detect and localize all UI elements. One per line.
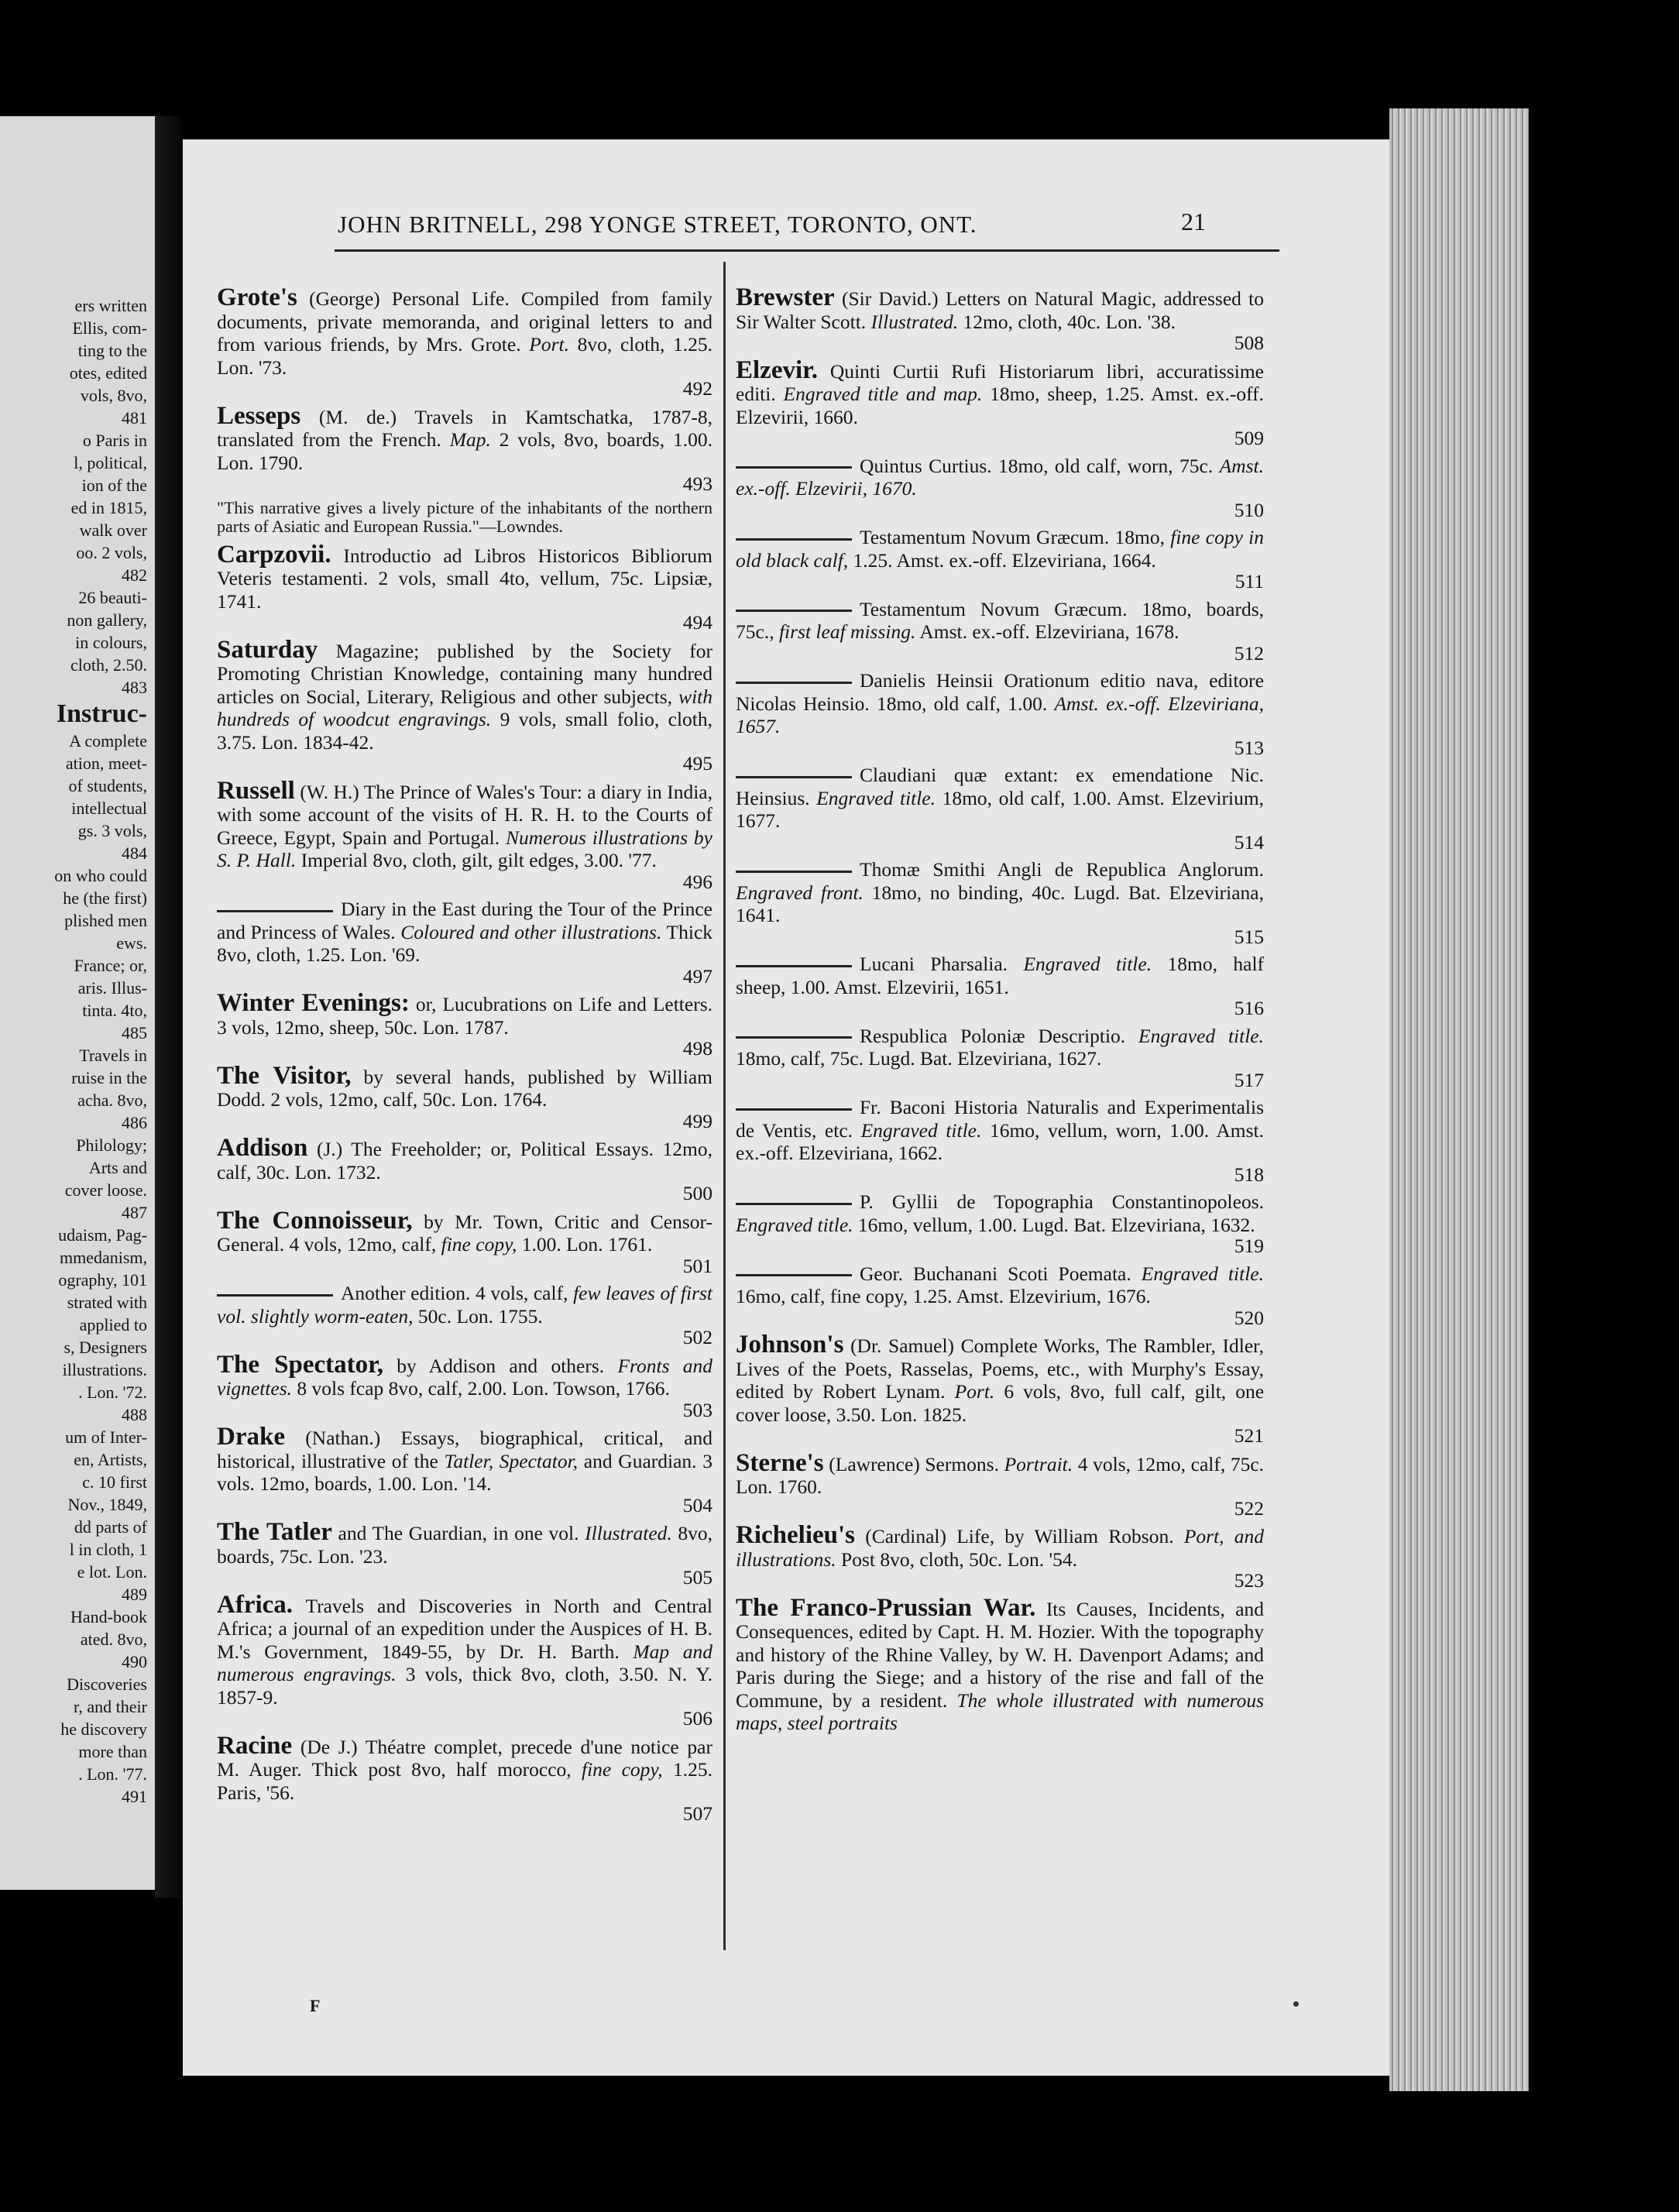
- entry-details: 16mo, vellum, worn, 1.00. Amst. ex.-off. Elzeviriana, 1662.: [736, 1118, 1264, 1164]
- entry-text: Introductio ad Libros Historicos Bibliorum Veteris testamenti. 2 vols, small 4to, vellum, 75c. Lipsiæ, 1741.: [217, 544, 712, 613]
- entry-quote: "This narrative gives a lively picture of the inhabitants of the northern parts of Asiatic and European Russia."—Lowndes.: [217, 497, 712, 536]
- ditto-dash: [736, 1036, 852, 1039]
- entry-details: 16mo, calf, fine copy, 1.25. Amst. Elzevirium, 1676.: [736, 1285, 1151, 1307]
- entry-number: 509: [1234, 427, 1264, 449]
- running-title: JOHN BRITNELL, 298 YONGE STREET, TORONTO, ONT.: [338, 211, 977, 238]
- catalogue-entry: [217, 898, 712, 988]
- entry-italic: Portrait.: [1004, 1452, 1073, 1475]
- catalogue-page: [183, 139, 1389, 2076]
- entry-text: (Lawrence) Sermons.: [829, 1452, 999, 1475]
- catalogue-entry: [217, 1061, 713, 1133]
- previous-page-line: dd parts of: [74, 1517, 147, 1537]
- previous-page-line: in colours,: [75, 633, 147, 652]
- catalogue-entry: [736, 1025, 1264, 1092]
- previous-page-line: Instruc-: [56, 699, 147, 728]
- previous-page-line: intellectual: [71, 799, 147, 818]
- entry-text: Danielis Heinsii Orationum editio nava, editore Nicolas Heinsio. 18mo, old calf, 1.00.: [736, 669, 1264, 715]
- ditto-dash: [217, 1294, 333, 1297]
- entry-italic: fine copy,: [441, 1233, 517, 1255]
- ditto-dash: [736, 1274, 852, 1276]
- entry-number: 516: [1234, 997, 1264, 1019]
- entry-details: 9 vols, small folio, cloth, 3.75. Lon. 1834-42.: [217, 708, 713, 754]
- entry-heading: Grote's: [217, 283, 297, 311]
- entry-text: Testamentum Novum Græcum. 18mo,: [860, 526, 1165, 548]
- column-rule: [723, 262, 726, 1950]
- ditto-dash: [736, 965, 852, 967]
- previous-page-line: cover loose.: [64, 1180, 147, 1200]
- entry-details: 8vo, boards, 75c. Lon. '23.: [217, 1522, 713, 1568]
- previous-page-line: vols, 8vo,: [80, 386, 147, 405]
- entry-text: Claudiani quæ extant: ex emendatione Nic. Heinsius.: [736, 764, 1264, 809]
- entry-text: (Nathan.) Essays, biographical, critical, and historical, illustrative of the: [217, 1427, 713, 1472]
- entry-italic: few leaves of first vol. slightly worm-eaten,: [217, 1282, 713, 1328]
- entry-text: by Mr. Town, Critic and Censor-General. 4 vols, 12mo, calf,: [217, 1210, 712, 1255]
- entry-text: (De J.) Théatre complet, precede d'une notice par M. Auger. Thick post 8vo, half morocco,: [217, 1735, 712, 1781]
- entry-details: and Guardian. 3 vols. 12mo, boards, 1.00. Lon. '14.: [217, 1449, 712, 1495]
- catalogue-entry: [736, 1448, 1265, 1520]
- entry-heading: Russell: [217, 776, 295, 805]
- catalogue-entry: [736, 1262, 1264, 1330]
- entry-italic: first leaf missing.: [778, 620, 916, 643]
- entry-italic: with hundreds of woodcut engravings.: [217, 685, 712, 730]
- catalogue-entry: [217, 776, 713, 894]
- previous-page-line: 491: [122, 1787, 147, 1806]
- entry-number: 499: [682, 1109, 712, 1132]
- entry-text: (W. H.) The Prince of Wales's Tour: a diary in India, with some account of the visits of H. R. H. to the Courts of Greece, Egypt, Spain and Portugal.: [217, 780, 713, 849]
- entry-heading: Winter Evenings:: [217, 989, 410, 1017]
- catalogue-entry: [217, 635, 713, 775]
- ditto-dash: [736, 1203, 852, 1205]
- previous-page-line: Travels in: [79, 1046, 147, 1065]
- catalogue-entry: [736, 598, 1264, 665]
- entry-heading: The Spectator,: [217, 1350, 384, 1379]
- entry-italic: fine copy in old black calf,: [736, 526, 1265, 572]
- catalogue-entry: [736, 1096, 1264, 1186]
- entry-text: by Addison and others.: [397, 1354, 605, 1377]
- entry-number: 501: [682, 1254, 712, 1277]
- entry-heading: Elzevir.: [736, 356, 819, 384]
- entry-number: 521: [1234, 1424, 1264, 1447]
- entry-number: 495: [682, 752, 712, 775]
- catalogue-entry: [217, 283, 712, 400]
- entry-text: (J.) The Freeholder; or, Political Essays. 12mo, calf, 30c. Lon. 1732.: [217, 1138, 713, 1183]
- entry-text: P. Gyllii de Topographia Constantinopoleos.: [860, 1190, 1264, 1213]
- previous-page-line: acha. 8vo,: [77, 1091, 147, 1110]
- previous-page: [0, 116, 155, 1890]
- previous-page-line: ruise in the: [71, 1068, 147, 1087]
- signature-mark: F: [310, 1996, 321, 2015]
- ditto-dash: [736, 538, 852, 541]
- entry-number: 507: [682, 1802, 712, 1825]
- previous-page-line: Arts and: [88, 1158, 147, 1177]
- entry-italic: Port.: [529, 333, 569, 356]
- catalogue-entry: [217, 1423, 713, 1516]
- entry-text: Fr. Baconi Historia Naturalis and Experimentalis de Ventis, etc.: [736, 1096, 1264, 1142]
- entry-details: 18mo, sheep, 1.25. Amst. ex.-off. Elzevirii, 1660.: [736, 383, 1264, 428]
- entry-number: 497: [682, 964, 712, 988]
- previous-page-line: 482: [122, 565, 147, 585]
- entry-number: 502: [682, 1326, 712, 1348]
- entry-details: Imperial 8vo, cloth, gilt, gilt edges, 3.00. '77.: [300, 849, 657, 871]
- catalogue-entry: [736, 526, 1264, 593]
- entry-number: 498: [682, 1037, 712, 1060]
- catalogue-entry: [736, 669, 1264, 759]
- entry-number: 510: [1234, 498, 1264, 521]
- previous-page-line: l in cloth, 1: [69, 1540, 147, 1559]
- catalogue-entry: [217, 1206, 712, 1278]
- page-number: 21: [1181, 208, 1206, 235]
- entry-text: Diary in the East during the Tour of the Prince and Princess of Wales.: [217, 898, 712, 943]
- entry-italic: Map.: [449, 428, 491, 451]
- previous-page-line: illustrations.: [62, 1360, 147, 1379]
- catalogue-entry: [736, 1521, 1265, 1592]
- previous-page-line: A complete: [69, 731, 147, 750]
- entry-number: 517: [1234, 1068, 1264, 1091]
- entry-italic: Engraved title.: [1023, 953, 1152, 975]
- entry-number: 496: [682, 870, 712, 893]
- catalogue-entry: [217, 540, 712, 634]
- entry-text: (M. de.) Travels in Kamtschatka, 1787-8, translated from the French.: [217, 405, 712, 451]
- previous-page-line: 26 beauti-: [78, 588, 147, 607]
- entry-number: 504: [682, 1493, 712, 1516]
- catalogue-entry: [736, 455, 1264, 522]
- entry-text: (George) Personal Life. Compiled from family documents, private memoranda, and original letters to and from various friends, by Mrs. Grote.: [217, 287, 712, 356]
- previous-page-line: ers written: [74, 296, 147, 315]
- ditto-dash: [736, 1108, 852, 1111]
- entry-italic: Engraved title.: [1138, 1024, 1264, 1047]
- catalogue-entry: [217, 401, 713, 496]
- previous-page-line: walk over: [79, 520, 147, 540]
- previous-page-line: s, Designers: [64, 1338, 147, 1357]
- previous-page-line: . Lon. '72.: [78, 1382, 147, 1402]
- entry-text: Travels and Discoveries in North and Central Africa; a journal of an expedition under the Auspices of H. B. M.'s Government, 1849-55, by Dr. H. Barth.: [217, 1594, 712, 1663]
- entry-heading: Addison: [217, 1134, 308, 1162]
- entry-heading: Richelieu's: [736, 1521, 855, 1549]
- entry-heading: Drake: [217, 1423, 285, 1451]
- previous-page-line: 489: [122, 1585, 147, 1604]
- ditto-dash: [736, 466, 852, 469]
- previous-page-line: on who could: [54, 866, 147, 885]
- entry-text: or, Lucubrations on Life and Letters. 3 vols, 12mo, sheep, 50c. Lon. 1787.: [217, 993, 713, 1039]
- previous-page-line: tinta. 4to,: [82, 1001, 147, 1020]
- previous-page-line: Nov., 1849,: [67, 1495, 147, 1514]
- entry-details: Amst. ex.-off. Elzeviriana, 1678.: [919, 620, 1179, 643]
- previous-page-line: applied to: [79, 1315, 147, 1334]
- entry-heading: Africa.: [217, 1590, 294, 1619]
- previous-page-line: en, Artists,: [74, 1450, 147, 1469]
- entry-italic: Port, and illustrations.: [736, 1525, 1265, 1571]
- entry-text: Geor. Buchanani Scoti Poemata.: [860, 1262, 1131, 1285]
- entry-text: Quinti Curtii Rufi Historiarum libri, accuratissime editi.: [736, 359, 1264, 405]
- entry-heading: Brewster: [736, 283, 835, 311]
- entry-italic: Engraved title.: [860, 1118, 982, 1142]
- catalogue-entry: [217, 1282, 712, 1349]
- previous-page-line: strated with: [67, 1293, 147, 1312]
- entry-italic: The whole illustrated with numerous maps, steel portraits: [736, 1688, 1265, 1734]
- entry-italic: Engraved title.: [736, 1213, 853, 1236]
- ditto-dash: [736, 610, 852, 612]
- header-rule: [335, 249, 1279, 252]
- previous-page-line: l, political,: [74, 453, 147, 472]
- previous-page-line: more than: [78, 1742, 147, 1761]
- entry-heading: Racine: [217, 1731, 293, 1760]
- entry-text: Its Causes, Incidents, and Consequences, edited by Capt. H. M. Hozier. With the topography and history of the Rhine Valley, by W. H. Davenport Adams; and Paris during the Siege; and a history of the rise and fall of the Commune, by a resident.: [736, 1597, 1265, 1712]
- entry-number: 493: [682, 472, 712, 495]
- entry-heading: The Visitor,: [217, 1061, 352, 1090]
- previous-page-line: 487: [122, 1203, 147, 1222]
- previous-page-line: ed in 1815,: [70, 498, 147, 517]
- previous-page-line: he (the first): [63, 888, 147, 908]
- entry-details: 18mo, old calf, 1.00. Amst. Elzevirium, 1677.: [736, 786, 1265, 832]
- entry-number: 519: [1234, 1235, 1264, 1257]
- previous-page-line: um of Inter-: [65, 1427, 147, 1447]
- entry-italic: Numerous illustrations by S. P. Hall.: [217, 826, 713, 871]
- previous-page-line: aris. Illus-: [77, 978, 147, 998]
- entry-italic: Engraved title.: [1141, 1262, 1264, 1285]
- entry-number: 494: [682, 611, 712, 634]
- entry-details: 1.00. Lon. 1761.: [521, 1233, 653, 1255]
- entry-details: 4 vols, 12mo, calf, 75c. Lon. 1760.: [736, 1452, 1265, 1498]
- entry-number: 503: [682, 1398, 712, 1421]
- catalogue-entry: [736, 356, 1264, 450]
- previous-page-line: 488: [122, 1405, 147, 1424]
- previous-page-line: o Paris in: [82, 431, 147, 450]
- page-speck: [1293, 2001, 1299, 2007]
- entry-heading: Johnson's: [736, 1331, 844, 1358]
- previous-page-line: 483: [122, 678, 147, 697]
- previous-page-line: ated. 8vo,: [80, 1630, 147, 1649]
- entry-italic: Coloured and other illustrations.: [400, 920, 662, 943]
- ditto-dash: [736, 776, 852, 778]
- entry-heading: Carpzovii.: [217, 540, 331, 568]
- entry-text: Thomæ Smithi Angli de Republica Anglorum.: [860, 858, 1264, 881]
- entry-number: 520: [1234, 1306, 1264, 1329]
- entry-details: 3 vols, thick 8vo, cloth, 3.50. N. Y. 1857-9.: [217, 1663, 713, 1709]
- entry-text: (Sir David.) Letters on Natural Magic, addressed to Sir Walter Scott.: [736, 287, 1265, 333]
- previous-page-line: cloth, 2.50.: [70, 655, 147, 675]
- entry-details: 12mo, cloth, 40c. Lon. '38.: [963, 310, 1176, 333]
- entry-heading: The Tatler: [217, 1518, 332, 1546]
- previous-page-line: ography, 101: [58, 1270, 147, 1290]
- previous-page-line: 486: [122, 1113, 147, 1132]
- entry-details: 1.25. Amst. ex.-off. Elzeviriana, 1664.: [853, 548, 1156, 572]
- entry-italic: Illustrated.: [870, 310, 959, 333]
- entry-details: Thick 8vo, cloth, 1.25. Lon. '69.: [217, 920, 713, 966]
- catalogue-entry: [736, 953, 1264, 1020]
- entry-details: 18mo, no binding, 40c. Lugd. Bat. Elzeviriana, 1641.: [736, 881, 1265, 926]
- catalogue-entry: [217, 989, 713, 1060]
- entry-italic: Tatler, Spectator,: [444, 1449, 579, 1472]
- previous-page-line: he discovery: [60, 1719, 147, 1739]
- book-gutter: [155, 116, 183, 1898]
- entry-italic: Amst. ex.-off. Elzeviriana, 1657.: [736, 692, 1265, 737]
- entry-number: 523: [1234, 1569, 1264, 1592]
- entry-number: 500: [682, 1182, 712, 1204]
- entry-details: 8vo, cloth, 1.25. Lon. '73.: [217, 333, 712, 379]
- entry-heading: The Connoisseur,: [217, 1206, 413, 1235]
- previous-page-line: plished men: [64, 911, 147, 930]
- ditto-dash: [736, 871, 852, 873]
- previous-page-line: Hand-book: [70, 1607, 147, 1626]
- previous-page-line: e lot. Lon.: [77, 1562, 147, 1582]
- previous-page-line: 490: [122, 1652, 147, 1671]
- previous-page-line: ion of the: [81, 476, 147, 495]
- previous-page-text: [0, 294, 147, 1808]
- entry-heading: Saturday: [217, 635, 318, 664]
- catalogue-entry: [217, 1518, 713, 1589]
- entry-text: by several hands, published by William Dodd. 2 vols, 12mo, calf, 50c. Lon. 1764.: [217, 1065, 713, 1111]
- entry-italic: Fronts and vignettes.: [217, 1354, 713, 1400]
- previous-page-line: Discoveries: [67, 1674, 147, 1694]
- previous-page-line: oo. 2 vols,: [76, 543, 147, 562]
- entry-details: 16mo, vellum, 1.00. Lugd. Bat. Elzeviriana, 1632.: [857, 1213, 1255, 1236]
- previous-page-line: ting to the: [77, 341, 147, 360]
- previous-page-line: mmedanism,: [59, 1248, 147, 1267]
- entry-details: 6 vols, 8vo, full calf, gilt, one cover loose, 3.50. Lon. 1825.: [736, 1380, 1265, 1426]
- ditto-dash: [736, 682, 852, 684]
- entry-heading: The Franco-Prussian War.: [736, 1593, 1036, 1622]
- entry-details: 50c. Lon. 1755.: [417, 1304, 543, 1328]
- catalogue-entry: [736, 858, 1264, 948]
- entry-italic: Map and numerous engravings.: [217, 1640, 713, 1685]
- entry-text: (Cardinal) Life, by William Robson.: [865, 1525, 1174, 1547]
- entry-text: Another edition. 4 vols, calf,: [341, 1282, 568, 1304]
- entry-number: 506: [682, 1707, 712, 1729]
- entry-text: Testamentum Novum Græcum. 18mo, boards, 75c.,: [736, 597, 1264, 643]
- catalogue-entry: [217, 1590, 713, 1730]
- previous-page-line: Philology;: [76, 1135, 147, 1155]
- catalogue-entry: [736, 283, 1265, 355]
- entry-italic: Engraved title.: [816, 786, 936, 809]
- entry-number: 508: [1234, 331, 1264, 354]
- entry-number: 511: [1234, 570, 1264, 592]
- previous-page-line: Ellis, com-: [72, 318, 147, 338]
- ditto-dash: [217, 910, 333, 912]
- entry-number: 518: [1234, 1163, 1264, 1186]
- entry-text: Respublica Poloniæ Descriptio.: [860, 1024, 1126, 1047]
- entry-number: 513: [1234, 736, 1264, 759]
- entry-details: 8 vols fcap 8vo, calf, 2.00. Lon. Towson, 1766.: [297, 1377, 670, 1400]
- previous-page-line: r, and their: [73, 1697, 147, 1716]
- entry-heading: Sterne's: [736, 1448, 824, 1477]
- previous-page-line: 484: [122, 843, 147, 863]
- entry-details: 18mo, calf, 75c. Lugd. Bat. Elzeviriana, 1627.: [736, 1047, 1102, 1070]
- catalogue-entry: [217, 1731, 713, 1826]
- catalogue-entry: [736, 1331, 1265, 1448]
- entry-number: 522: [1234, 1496, 1264, 1520]
- previous-page-line: c. 10 first: [82, 1472, 147, 1492]
- previous-page-line: non gallery,: [67, 610, 147, 630]
- entry-italic: fine copy,: [582, 1758, 663, 1781]
- entry-number: 492: [682, 377, 712, 400]
- previous-page-line: ews.: [116, 933, 147, 953]
- entry-text: Quintus Curtius. 18mo, old calf, worn, 75c.: [860, 454, 1214, 477]
- previous-page-line: udaism, Pag-: [58, 1225, 147, 1245]
- entry-text: and The Guardian, in one vol.: [338, 1522, 579, 1544]
- entry-heading: Lesseps: [217, 401, 301, 430]
- entry-number: 505: [682, 1566, 712, 1589]
- entry-details: 2 vols, 8vo, boards, 1.00. Lon. 1790.: [217, 428, 713, 474]
- entry-italic: Port.: [954, 1380, 995, 1403]
- previous-page-line: ation, meet-: [65, 754, 147, 773]
- entry-text: Magazine; published by the Society for Promoting Christian Knowledge, containing many hundred articles on Social, Literary, Religious and other subjects,: [217, 639, 712, 708]
- previous-page-line: . Lon. '77.: [78, 1764, 147, 1784]
- entry-italic: Engraved front.: [736, 881, 864, 904]
- entry-details: Post 8vo, cloth, 50c. Lon. '54.: [841, 1547, 1077, 1571]
- entry-italic: Amst. ex.-off. Elzevirii, 1670.: [736, 454, 1264, 500]
- entry-text: (Dr. Samuel) Complete Works, The Rambler, Idler, Lives of the Poets, Rasselas, Poems, etc., with Murphy's Essay, edited by Robert Lynam.: [736, 1334, 1265, 1403]
- entry-italic: Illustrated.: [585, 1522, 672, 1544]
- previous-page-line: France; or,: [74, 956, 147, 975]
- previous-page-line: of students,: [68, 776, 147, 795]
- entry-text: Lucani Pharsalia.: [860, 953, 1008, 975]
- entry-details: 18mo, half sheep, 1.00. Amst. Elzevirii, 1651.: [736, 953, 1265, 998]
- entry-number: 514: [1234, 830, 1264, 854]
- entry-italic: Engraved title and map.: [783, 383, 983, 405]
- previous-page-line: 485: [122, 1023, 147, 1042]
- previous-page-line: otes, edited: [69, 363, 147, 383]
- catalogue-entry: [736, 764, 1264, 854]
- entry-details: 1.25. Paris, '56.: [217, 1758, 713, 1804]
- catalogue-entry: [217, 1350, 713, 1422]
- left-column: [217, 283, 713, 1830]
- right-column: [736, 283, 1265, 1740]
- previous-page-line: 481: [122, 408, 147, 428]
- entry-number: 512: [1234, 641, 1264, 665]
- catalogue-entry: [736, 1593, 1265, 1735]
- previous-page-line: gs. 3 vols,: [77, 821, 147, 840]
- catalogue-entry: [736, 1190, 1264, 1258]
- entry-number: 515: [1234, 925, 1264, 948]
- catalogue-entry: [217, 1134, 713, 1205]
- page-edges: [1389, 108, 1529, 2091]
